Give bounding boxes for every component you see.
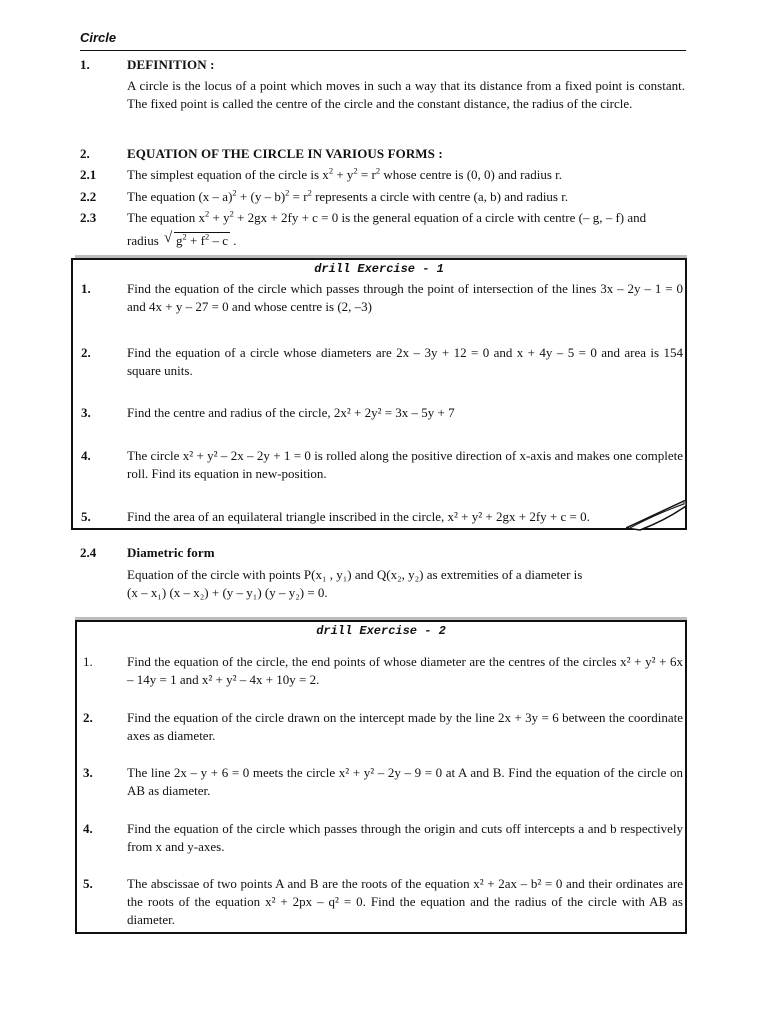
drill-1-q4-number: 4. [81,448,91,463]
drill-1-q1-number: 1. [81,281,91,296]
square-root-expression: √ $g^2 + f^2 - c$ [164,230,228,248]
drill-2-title: drill Exercise - 2 [316,624,446,638]
section-1-heading: DEFINITION : [127,57,215,72]
section-1-number: 1. [80,57,90,72]
section-2-4-line2: (x – x₁) (x – x₂) + (y – y₁) (y – y₂) = 0. [127,585,328,600]
header-rule [80,50,686,51]
item-2-2-number: 2.2 [80,189,97,204]
section-2-4-number: 2.4 [80,545,97,560]
drill-2-q1-number: 1. [83,654,93,669]
drill-1-q3-text: Find the centre and radius of the circle, 2x² + 2y² = 3x – 5y + 7 [127,405,455,420]
drill-1-q1-text: Find the equation of the circle which passes through the point of intersection of the lines 3x – 2y – 1 = 0 and 4x + y – 27 = 0 and whose centre is (2, –3) [127,281,683,314]
section-2-heading: EQUATION OF THE CIRCLE IN VARIOUS FORMS : [127,146,443,161]
drill-1-q2-text: Find the equation of a circle whose diameters are 2x – 3y + 12 = 0 and x + 4y – 5 = 0 and area is 154 square units. [127,345,683,378]
drill-1-q3-number: 3. [81,405,91,420]
item-2-3-text: The equation $x^2 + y^2 + 2gx + 2fy + c = 0$ is the general equation of a circle with centre (– g, – f) and [127,208,647,225]
section-1-body: A circle is the locus of a point which moves in such a way that its distance from a fixed point is constant. The fixed point is called the centre of the circle and the constant distance, the radius of the circle. [127,78,685,111]
drill-2-q5-text: The abscissae of two points A and B are the roots of the equation x² + 2ax – b² = 0 and their ordinates are the roots of the equation x² + 2px – q² = 0. Find the equation and the radius of the circle with AB as diameter. [127,876,683,927]
section-2-4-heading: Diametric form [127,545,215,560]
drill-1-title: drill Exercise - 1 [314,262,444,276]
drill-1-q4-text: The circle x² + y² – 2x – 2y + 1 = 0 is rolled along the positive direction of x-axis and makes one complete roll. Find its equation in new-position. [127,448,683,481]
item-2-3-radius-line: radius √ $g^2 + f^2 - c$ . [127,230,237,248]
drill-2-q2-text: Find the equation of the circle drawn on the intercept made by the line 2x + 3y = 6 between the coordinate axes as diameter. [127,710,683,743]
drill-1-q5-number: 5. [81,509,91,524]
drill-2-q5-number: 5. [83,876,93,891]
section-2-number: 2. [80,146,90,161]
drill-2-q2-number: 2. [83,710,93,725]
page-header-title: Circle [80,30,117,45]
drill-exercise-1-box [71,258,687,530]
page-curl-icon [626,500,688,532]
drill-2-q4-text: Find the equation of the circle which passes through the origin and cuts off intercepts a and b respectively from x and y-axes. [127,821,683,854]
drill-2-q4-number: 4. [83,821,93,836]
item-2-1-number: 2.1 [80,167,97,182]
drill-1-q2-number: 2. [81,345,91,360]
drill-1-q5-text: Find the area of an equilateral triangle inscribed in the circle, x² + y² + 2gx + 2fy + c = 0. [127,509,590,524]
drill-2-q1-text: Find the equation of the circle, the end points of whose diameter are the centres of the circles x² + y² + 6x – 14y = 1 and x² + y² – 4x + 10y = 2. [127,654,683,687]
item-2-3-number: 2.3 [80,210,97,225]
drill-2-q3-text: The line 2x – y + 6 = 0 meets the circle x² + y² – 2y – 9 = 0 at A and B. Find the equation of the circle on AB as diameter. [127,765,683,798]
section-2-4-line1: Equation of the circle with points P(x₁ , y₁) and Q(x₂, y₂) as extremities of a diameter is [127,567,583,582]
item-2-1-text: The simplest equation of the circle is $x^2 + y^2 = r^2$ whose centre is (0, 0) and radius r. [127,165,563,182]
drill-exercise-2-box [75,620,687,934]
item-2-2-text: The equation $(x - a)^2 + (y - b)^2 = r^2$ represents a circle with centre (a, b) and radius r. [127,187,569,204]
drill-2-q3-number: 3. [83,765,93,780]
